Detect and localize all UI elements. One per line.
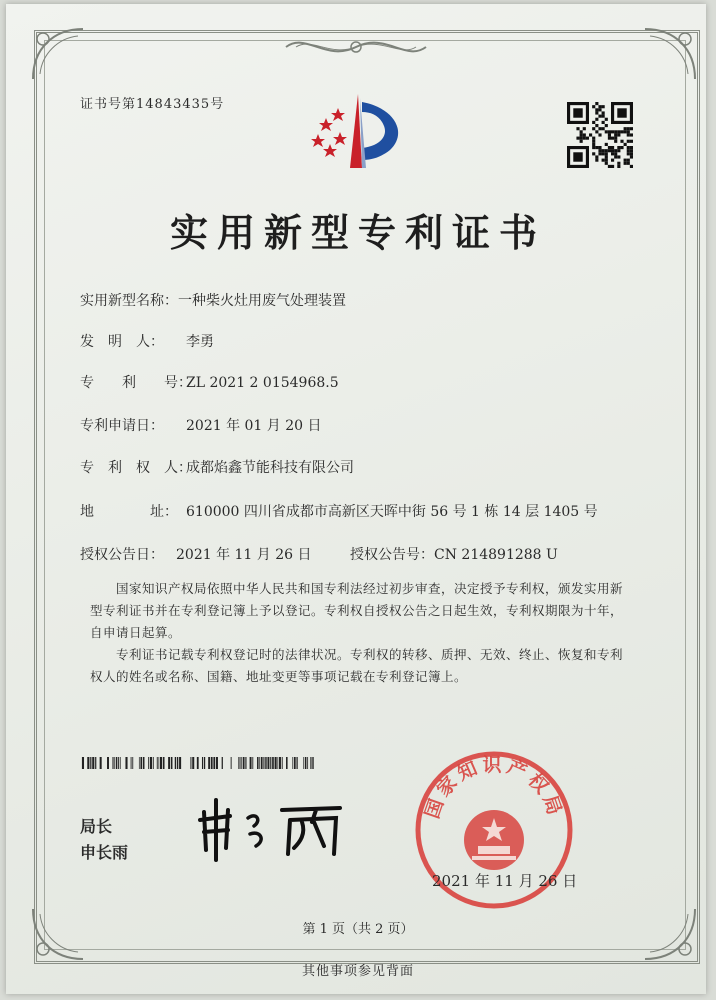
barcode-icon: [80, 757, 315, 769]
patent-number-field: [80, 372, 339, 392]
patent-number-label: 专 利 号：: [80, 375, 192, 391]
filing-date-value: 2021 年 01 月 20 日: [186, 418, 322, 434]
inventor-label: 发 明 人：: [80, 334, 164, 350]
handwritten-signature-icon: [190, 790, 350, 865]
inventor-field: [80, 331, 214, 351]
grant-number-field: [350, 544, 558, 564]
grant-number-value: CN 214891288 U: [434, 547, 558, 563]
grant-date-value: 2021 年 11 月 26 日: [176, 547, 312, 563]
cnipa-logo-icon: [300, 88, 416, 178]
utility-model-name-field: [80, 290, 346, 310]
grant-date-label: 授权公告日：: [80, 547, 164, 563]
grant-date-field: [80, 544, 312, 564]
filing-date-label: 专利申请日：: [80, 418, 164, 434]
utility-model-name-label: 实用新型名称：: [80, 293, 178, 309]
address-value: 610000 四川省成都市高新区天晖中街 56 号 1 栋 14 层 1405 号: [186, 504, 598, 520]
grant-statement-paragraph: 国家知识产权局依照中华人民共和国专利法经过初步审查，决定授予专利权，颁发实用新型专利证书并在专利登记簿上予以登记。专利权自授权公告之日起生效，专利权期限为十年，自申请日起算。: [90, 581, 624, 640]
certificate-number-label: 证书号第: [80, 97, 137, 112]
seal-text: 国家知识产权局: [421, 754, 567, 822]
patentee-value: 成都焰鑫节能科技有限公司: [186, 460, 354, 476]
patentee-label: 专 利 权 人：: [80, 460, 192, 476]
top-ornament-icon: [276, 32, 436, 62]
corner-ornament-icon: [28, 24, 88, 84]
page-number: 第 1 页（共 2 页）: [302, 922, 414, 937]
grant-number-label: 授权公告号：: [350, 547, 434, 563]
address-label: 地 址：: [80, 504, 178, 520]
certificate-title: 实用新型专利证书: [169, 210, 546, 255]
utility-model-name-value: 一种柴火灶用废气处理装置: [178, 293, 346, 309]
filing-date-field: [80, 415, 322, 435]
seal-date: 2021 年 11 月 26 日: [432, 872, 578, 890]
certificate-number-suffix: 号: [210, 97, 225, 112]
address-field: [80, 501, 598, 521]
certificate-number-value: 14843435: [136, 97, 211, 112]
footer-note: 其他事项参见背面: [301, 964, 414, 979]
inventor-value: 李勇: [186, 334, 214, 350]
director-name: 申长雨: [80, 843, 129, 862]
patent-number-value: ZL 2021 2 0154968.5: [186, 375, 339, 391]
patentee-field: [80, 457, 354, 477]
corner-ornament-icon: [640, 24, 700, 84]
certificate-number: [80, 93, 224, 112]
director-title: 局长: [80, 817, 113, 836]
qr-code-icon: [567, 102, 633, 168]
legal-status-paragraph: 专利证书记载专利权登记时的法律状况。专利权的转移、质押、无效、终止、恢复和专利权人的姓名或名称、国籍、地址变更等事项记载在专利登记簿上。: [90, 647, 624, 684]
